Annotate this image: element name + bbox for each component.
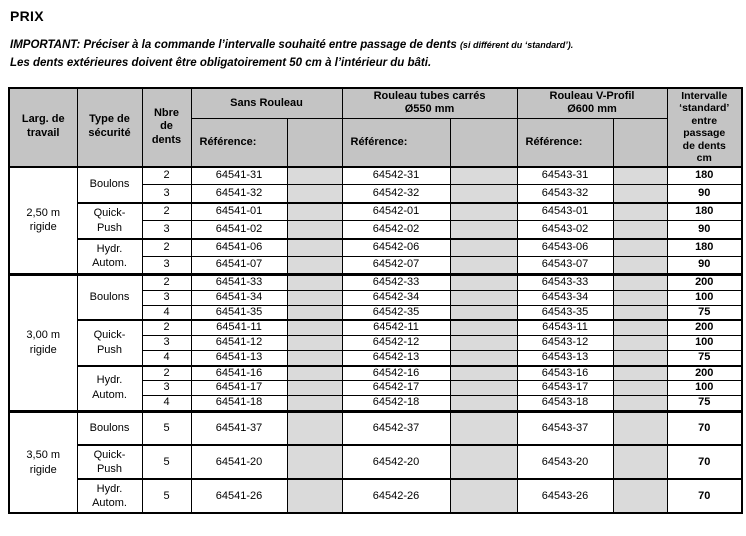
reference-label-v-profil: Référence: — [517, 119, 613, 167]
intervalle-cell: 75 — [667, 305, 742, 320]
nbre-dents-cell: 2 — [142, 203, 191, 221]
reference-v-profil-cell: 64543-11 — [517, 320, 613, 335]
price-sans-rouleau-cell — [287, 396, 342, 412]
price-sans-rouleau-cell — [287, 381, 342, 396]
table-row — [9, 411, 742, 445]
intervalle-cell: 70 — [667, 479, 742, 513]
reference-tubes-carres-cell: 64542-26 — [342, 479, 450, 513]
reference-tubes-carres-cell: 64542-12 — [342, 336, 450, 351]
nbre-dents-cell: 2 — [142, 167, 191, 185]
price-tubes-carres-cell — [450, 203, 517, 221]
intervalle-cell: 200 — [667, 320, 742, 335]
nbre-dents-cell: 2 — [142, 320, 191, 335]
nbre-dents-cell: 3 — [142, 290, 191, 305]
price-tubes-carres-cell — [450, 336, 517, 351]
price-header-cell-v-profil — [613, 119, 667, 167]
reference-sans-rouleau-cell: 64541-18 — [191, 396, 287, 412]
price-header-cell-tubes-carres — [450, 119, 517, 167]
price-tubes-carres-cell — [450, 290, 517, 305]
reference-tubes-carres-cell: 64542-16 — [342, 366, 450, 381]
reference-sans-rouleau-cell: 64541-11 — [191, 320, 287, 335]
price-table-body — [9, 167, 742, 514]
price-v-profil-cell — [613, 203, 667, 221]
intervalle-cell: 180 — [667, 167, 742, 185]
type-de-securite-cell: Hydr. Autom. — [77, 366, 142, 412]
intervalle-cell: 100 — [667, 336, 742, 351]
page-title: PRIX — [10, 8, 44, 24]
nbre-dents-cell: 4 — [142, 305, 191, 320]
reference-sans-rouleau-cell: 64541-31 — [191, 167, 287, 185]
reference-tubes-carres-cell: 64542-34 — [342, 290, 450, 305]
reference-tubes-carres-cell: 64542-07 — [342, 257, 450, 275]
reference-v-profil-cell: 64543-07 — [517, 257, 613, 275]
reference-tubes-carres-cell: 64542-32 — [342, 185, 450, 203]
reference-sans-rouleau-cell: 64541-12 — [191, 336, 287, 351]
price-sans-rouleau-cell — [287, 167, 342, 185]
reference-tubes-carres-cell: 64542-20 — [342, 445, 450, 479]
price-sans-rouleau-cell — [287, 239, 342, 257]
price-v-profil-cell — [613, 185, 667, 203]
nbre-dents-cell: 4 — [142, 396, 191, 412]
price-v-profil-cell — [613, 221, 667, 239]
reference-v-profil-cell: 64543-06 — [517, 239, 613, 257]
type-de-securite-cell: Hydr. Autom. — [77, 239, 142, 275]
table-row — [9, 445, 742, 479]
important-note-line1: IMPORTANT: Préciser à la commande l’intervalle souhaité entre passage de dents — [10, 39, 457, 51]
price-tubes-carres-cell — [450, 411, 517, 445]
price-sans-rouleau-cell — [287, 275, 342, 291]
price-tubes-carres-cell — [450, 381, 517, 396]
type-de-securite-cell: Boulons — [77, 275, 142, 321]
price-tubes-carres-cell — [450, 239, 517, 257]
price-v-profil-cell — [613, 320, 667, 335]
reference-tubes-carres-cell: 64542-01 — [342, 203, 450, 221]
table-row — [9, 479, 742, 513]
type-de-securite-cell: Hydr. Autom. — [77, 479, 142, 513]
nbre-dents-cell: 2 — [142, 239, 191, 257]
reference-tubes-carres-cell: 64542-33 — [342, 275, 450, 291]
intervalle-cell: 70 — [667, 411, 742, 445]
reference-v-profil-cell: 64543-33 — [517, 275, 613, 291]
price-v-profil-cell — [613, 275, 667, 291]
price-sans-rouleau-cell — [287, 350, 342, 365]
price-tubes-carres-cell — [450, 221, 517, 239]
intervalle-cell: 70 — [667, 445, 742, 479]
reference-v-profil-cell: 64543-31 — [517, 167, 613, 185]
reference-sans-rouleau-cell: 64541-06 — [191, 239, 287, 257]
reference-sans-rouleau-cell: 64541-34 — [191, 290, 287, 305]
header-group-row — [9, 88, 742, 119]
price-sans-rouleau-cell — [287, 185, 342, 203]
price-table-header — [9, 88, 742, 167]
nbre-dents-cell: 3 — [142, 185, 191, 203]
price-v-profil-cell — [613, 366, 667, 381]
table-row — [9, 366, 742, 381]
nbre-dents-cell: 2 — [142, 275, 191, 291]
price-sans-rouleau-cell — [287, 290, 342, 305]
price-sans-rouleau-cell — [287, 257, 342, 275]
reference-sans-rouleau-cell: 64541-02 — [191, 221, 287, 239]
intervalle-cell: 200 — [667, 275, 742, 291]
reference-v-profil-cell: 64543-37 — [517, 411, 613, 445]
reference-sans-rouleau-cell: 64541-37 — [191, 411, 287, 445]
reference-v-profil-cell: 64543-12 — [517, 336, 613, 351]
intervalle-cell: 75 — [667, 350, 742, 365]
reference-v-profil-cell: 64543-34 — [517, 290, 613, 305]
nbre-dents-cell: 4 — [142, 350, 191, 365]
table-row — [9, 320, 742, 335]
type-de-securite-cell: Boulons — [77, 411, 142, 445]
price-sans-rouleau-cell — [287, 411, 342, 445]
intervalle-cell: 100 — [667, 381, 742, 396]
intervalle-cell: 75 — [667, 396, 742, 412]
group-header-rouleau-v-profil: Rouleau V-Profil Ø600 mm — [517, 88, 667, 119]
reference-tubes-carres-cell: 64542-02 — [342, 221, 450, 239]
price-v-profil-cell — [613, 479, 667, 513]
price-sans-rouleau-cell — [287, 336, 342, 351]
price-v-profil-cell — [613, 167, 667, 185]
table-row — [9, 203, 742, 221]
nbre-dents-cell: 3 — [142, 336, 191, 351]
larg-de-travail-cell: 3,50 m rigide — [9, 411, 77, 513]
reference-sans-rouleau-cell: 64541-33 — [191, 275, 287, 291]
reference-tubes-carres-cell: 64542-13 — [342, 350, 450, 365]
price-sans-rouleau-cell — [287, 221, 342, 239]
reference-tubes-carres-cell: 64542-31 — [342, 167, 450, 185]
type-de-securite-cell: Quick- Push — [77, 320, 142, 365]
intervalle-cell: 90 — [667, 257, 742, 275]
price-v-profil-cell — [613, 381, 667, 396]
price-v-profil-cell — [613, 445, 667, 479]
reference-sans-rouleau-cell: 64541-35 — [191, 305, 287, 320]
reference-tubes-carres-cell: 64542-37 — [342, 411, 450, 445]
important-note-line1-small: (si différent du ‘standard’). — [459, 40, 574, 50]
price-tubes-carres-cell — [450, 479, 517, 513]
price-v-profil-cell — [613, 396, 667, 412]
price-tubes-carres-cell — [450, 445, 517, 479]
price-v-profil-cell — [613, 336, 667, 351]
group-header-sans-rouleau: Sans Rouleau — [191, 88, 342, 119]
price-v-profil-cell — [613, 290, 667, 305]
col-header-intervalle-standard: Intervalle ‘standard’ entre passage de dents cm — [667, 88, 742, 167]
reference-sans-rouleau-cell: 64541-07 — [191, 257, 287, 275]
reference-v-profil-cell: 64543-32 — [517, 185, 613, 203]
larg-de-travail-cell: 3,00 m rigide — [9, 275, 77, 412]
reference-sans-rouleau-cell: 64541-17 — [191, 381, 287, 396]
reference-v-profil-cell: 64543-20 — [517, 445, 613, 479]
reference-v-profil-cell: 64543-01 — [517, 203, 613, 221]
reference-sans-rouleau-cell: 64541-20 — [191, 445, 287, 479]
reference-v-profil-cell: 64543-26 — [517, 479, 613, 513]
price-v-profil-cell — [613, 257, 667, 275]
price-tubes-carres-cell — [450, 396, 517, 412]
important-note — [10, 37, 746, 73]
reference-v-profil-cell: 64543-17 — [517, 381, 613, 396]
intervalle-cell: 90 — [667, 185, 742, 203]
col-header-larg-de-travail: Larg. de travail — [9, 88, 77, 167]
price-tubes-carres-cell — [450, 305, 517, 320]
price-sans-rouleau-cell — [287, 479, 342, 513]
price-v-profil-cell — [613, 350, 667, 365]
reference-tubes-carres-cell: 64542-11 — [342, 320, 450, 335]
intervalle-cell: 90 — [667, 221, 742, 239]
type-de-securite-cell: Quick- Push — [77, 445, 142, 479]
price-sans-rouleau-cell — [287, 366, 342, 381]
nbre-dents-cell: 3 — [142, 221, 191, 239]
reference-tubes-carres-cell: 64542-17 — [342, 381, 450, 396]
reference-v-profil-cell: 64543-02 — [517, 221, 613, 239]
intervalle-cell: 180 — [667, 239, 742, 257]
price-v-profil-cell — [613, 411, 667, 445]
type-de-securite-cell: Quick- Push — [77, 203, 142, 239]
reference-sans-rouleau-cell: 64541-26 — [191, 479, 287, 513]
table-row — [9, 275, 742, 291]
reference-sans-rouleau-cell: 64541-13 — [191, 350, 287, 365]
nbre-dents-cell: 5 — [142, 411, 191, 445]
price-tubes-carres-cell — [450, 185, 517, 203]
price-v-profil-cell — [613, 239, 667, 257]
intervalle-cell: 100 — [667, 290, 742, 305]
col-header-nbre-de-dents: Nbre de dents — [142, 88, 191, 167]
reference-sans-rouleau-cell: 64541-32 — [191, 185, 287, 203]
price-header-cell-sans-rouleau — [287, 119, 342, 167]
nbre-dents-cell: 2 — [142, 366, 191, 381]
nbre-dents-cell: 3 — [142, 257, 191, 275]
col-header-type-de-securite: Type de sécurité — [77, 88, 142, 167]
group-header-rouleau-tubes-carres: Rouleau tubes carrés Ø550 mm — [342, 88, 517, 119]
price-sans-rouleau-cell — [287, 445, 342, 479]
nbre-dents-cell: 5 — [142, 445, 191, 479]
price-sans-rouleau-cell — [287, 305, 342, 320]
reference-tubes-carres-cell: 64542-06 — [342, 239, 450, 257]
price-sans-rouleau-cell — [287, 203, 342, 221]
reference-v-profil-cell: 64543-35 — [517, 305, 613, 320]
reference-v-profil-cell: 64543-18 — [517, 396, 613, 412]
price-tubes-carres-cell — [450, 167, 517, 185]
nbre-dents-cell: 3 — [142, 381, 191, 396]
type-de-securite-cell: Boulons — [77, 167, 142, 203]
reference-v-profil-cell: 64543-16 — [517, 366, 613, 381]
table-row — [9, 239, 742, 257]
nbre-dents-cell: 5 — [142, 479, 191, 513]
price-v-profil-cell — [613, 305, 667, 320]
reference-v-profil-cell: 64543-13 — [517, 350, 613, 365]
larg-de-travail-cell: 2,50 m rigide — [9, 167, 77, 275]
price-sans-rouleau-cell — [287, 320, 342, 335]
price-tubes-carres-cell — [450, 350, 517, 365]
reference-label-sans-rouleau: Référence: — [191, 119, 287, 167]
reference-sans-rouleau-cell: 64541-16 — [191, 366, 287, 381]
price-tubes-carres-cell — [450, 320, 517, 335]
reference-label-tubes-carres: Référence: — [342, 119, 450, 167]
price-tubes-carres-cell — [450, 257, 517, 275]
important-note-line2: Les dents extérieures doivent être obligatoirement 50 cm à l’intérieur du bâti. — [10, 56, 432, 69]
table-row — [9, 167, 742, 185]
reference-tubes-carres-cell: 64542-18 — [342, 396, 450, 412]
reference-tubes-carres-cell: 64542-35 — [342, 305, 450, 320]
intervalle-cell: 180 — [667, 203, 742, 221]
reference-sans-rouleau-cell: 64541-01 — [191, 203, 287, 221]
price-tubes-carres-cell — [450, 275, 517, 291]
price-tubes-carres-cell — [450, 366, 517, 381]
price-table — [8, 87, 743, 515]
intervalle-cell: 200 — [667, 366, 742, 381]
